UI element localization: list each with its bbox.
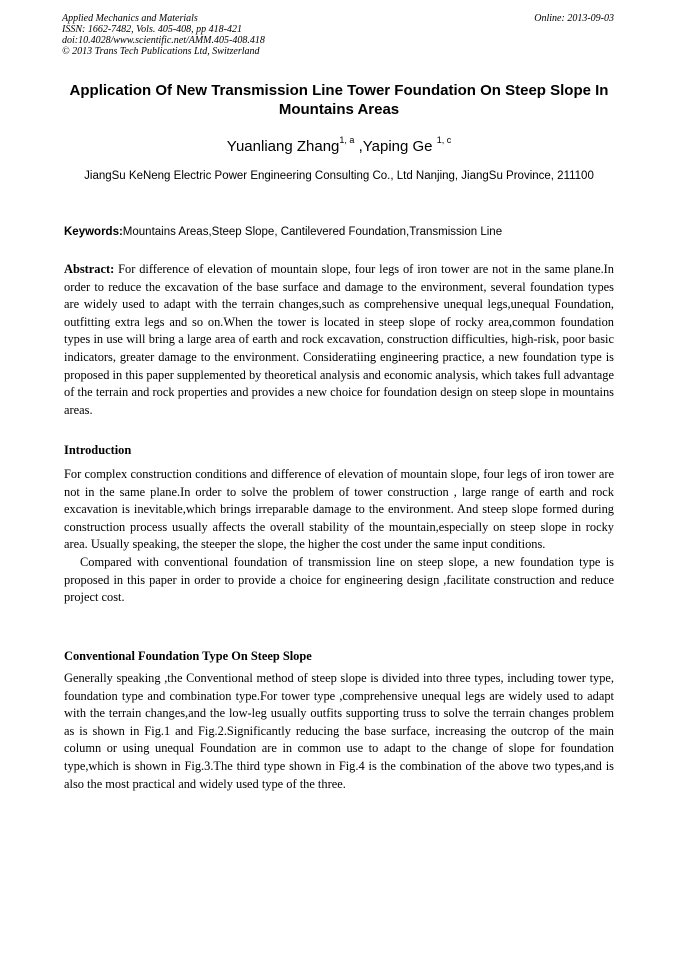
abstract-label: Abstract: (64, 262, 115, 276)
section-heading-conventional-foundation: Conventional Foundation Type On Steep Slope (64, 649, 312, 663)
author-name: ,Yaping Ge (358, 138, 433, 155)
abstract-text: For difference of elevation of mountain slope, four legs of iron tower are not in the same plane.In order to reduce the excavation of the base surface and damage to the environment, several foundation types are widely used to adapt with the terrain changes,such as comprehensive unequal legs,unequal Foundation, outfitting extra legs and so on.When the tower is located in steep slope of rocky area,common foundation types in use will bring a large area of earth and rock excavation, construction difficulties, high-risk, poor basic indicators, greater damage to the environment. Consideratiing engineering practice, a new foundation type is proposed in this paper supplemented by theoretical analysis and economic analysis, which takes full advantage of the terrain and rock properties and provides a new choice for foundation design on steep slope in mountains areas. (64, 262, 614, 417)
affiliation: JiangSu KeNeng Electric Power Engineering Consulting Co., Ltd Nanjing, JiangSu Province, 211100 (84, 170, 594, 182)
author-name: Yuanliang Zhang (226, 138, 340, 155)
introduction-body (64, 466, 614, 607)
keywords-label: Keywords: (64, 226, 123, 238)
journal-name: Applied Mechanics and Materials (62, 13, 198, 24)
journal-header (62, 13, 265, 57)
keywords (64, 223, 614, 241)
abstract (64, 261, 614, 419)
paragraph: Compared with conventional foundation of transmission line on steep slope, a new foundation type is proposed in this paper in order to provide a choice for engineering design ,facilitate construction and reduce project cost. (64, 554, 614, 605)
keywords-text: Mountains Areas,Steep Slope, Cantilevered Foundation,Transmission Line (122, 226, 503, 238)
author-line (64, 130, 614, 157)
author-affiliation-mark: 1, c (436, 135, 452, 145)
doi-line: doi:10.4028/www.scientific.net/AMM.405-408.418 (62, 35, 265, 46)
paragraph: For complex construction conditions and difference of elevation of mountain slope, four legs of iron tower are not in the same plane.In order to solve the problem of tower construction , large range of earth and rock excavation is inevitable,which brings irreparable damage to the environment. And steep slope formed during construction process usually affects the overall stability of the mountain,especially on steep slope in rocky area. Usually speaking, the steeper the slope, the higher the cost under the same input conditions. (64, 467, 614, 552)
copyright-line: © 2013 Trans Tech Publications Ltd, Switzerland (62, 46, 260, 57)
paragraph: Generally speaking ,the Conventional method of steep slope is divided into three types, including tower type, foundation type and combination type.For tower type ,comprehensive unequal legs are widely used to adapt with the terrain changes,and the low-leg usually outfits supporting truss to solve the terrain changes problem as is shown in Fig.1 and Fig.2.Significantly reducing the base surface, increasing the outcrop of the main column or using unequal Foundation are in common use to adapt to the change of slope for foundation type,which is shown in Fig.3.The third type shown in Fig.4 is the combination of the above two types,and is also the most practical and widely used type of the three. (64, 671, 614, 791)
conventional-body (64, 670, 614, 793)
online-date: Online: 2013-09-03 (534, 13, 614, 24)
issn-line: ISSN: 1662-7482, Vols. 405-408, pp 418-421 (62, 24, 242, 35)
author-affiliation-mark: 1, a (339, 135, 355, 145)
section-heading-introduction: Introduction (64, 443, 132, 457)
paper-title: Application Of New Transmission Line Tower Foundation On Steep Slope In Mountains Areas (69, 82, 609, 118)
